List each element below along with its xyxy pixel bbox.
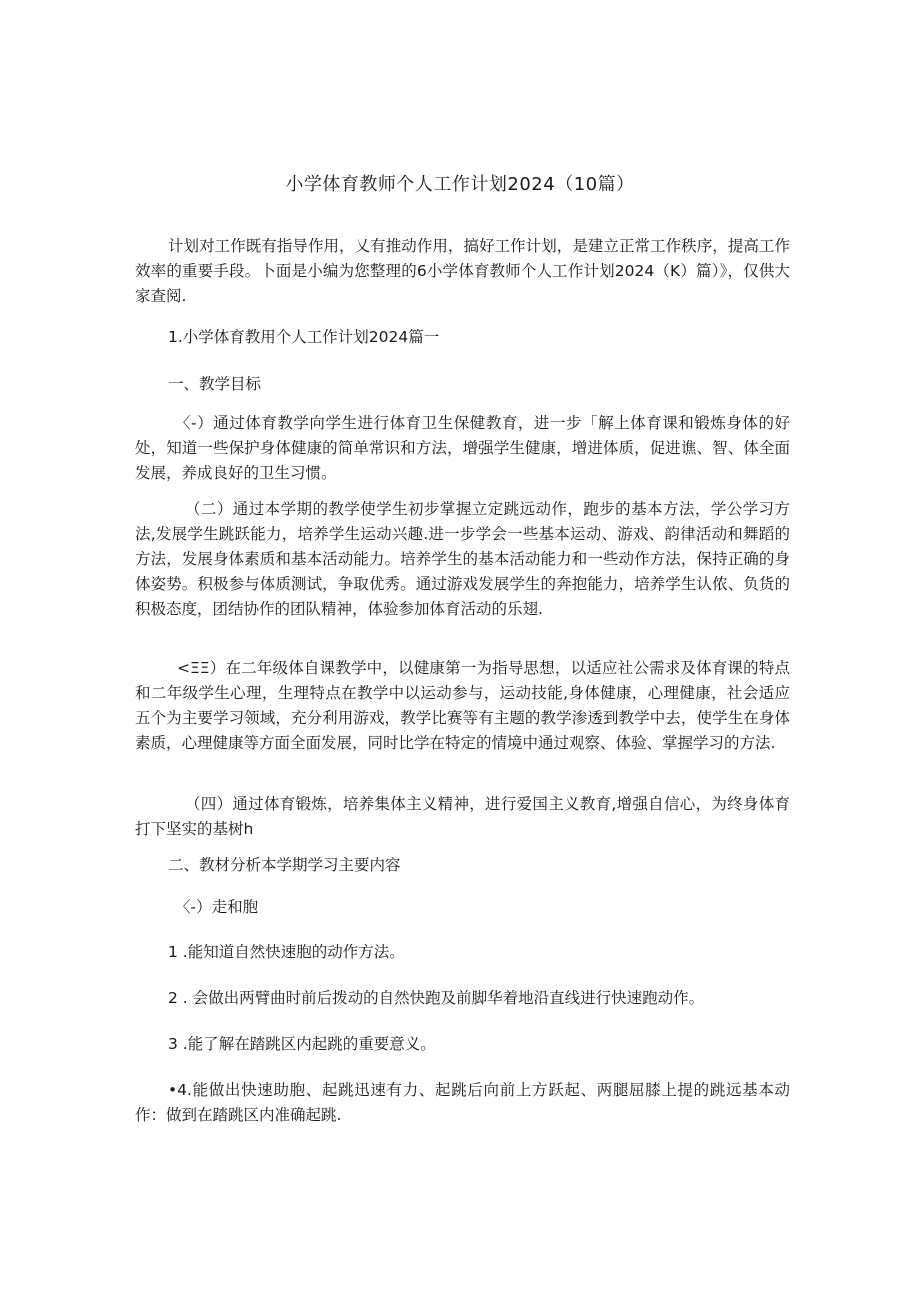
- part-2-heading: 二、教材分析本学期学习主要内容: [168, 856, 401, 874]
- goal-2-paragraph: （二）通过本学期的教学使学生初步掌握立定跳远动作，跑步的基本方法，学公学习方法,发展学生跳跃能力，培养学生运动兴趣.进一步学会一些基本运动、游戏、韵律活动和舞蹈的方法，发展身体素质和基本活动能力。培养学生的基本活动能力和一些动作方法，保持正确的身体姿势。积极参与体质测试，争取优秀。通过游戏发展学生的奔抱能力，培养学生认侬、负货的积极态度，团结协作的团队精神，体验参加体育活动的乐翅.: [135, 500, 790, 618]
- list-item-4: •4.能做出快速助胞、起跳迅速有力、起跳后向前上方跃起、两腿屈膝上提的跳远基本动作：做到在踏跳区内准确起跳.: [135, 1081, 790, 1124]
- list-item-3: 3 .能了解在踏跳区内起跳的重要意义。: [168, 1035, 436, 1053]
- document-title: 小学体育教师个人工作计划2024（10篇）: [285, 174, 635, 195]
- goal-4-paragraph: （四）通过体育锻炼，培养集体主义精神，进行爱国主义教育,增强自信心，为终身体育打下坚实的基树h: [135, 795, 790, 838]
- sub-1-heading: 〈-）走和胞: [175, 898, 259, 916]
- goal-3-paragraph: <ΞΞ）在二年级体自课教学中，以健康第一为指导思想，以适应社公需求及体育课的特点和二年级学生心理，生理特点在教学中以运动参与，运动技能,身体健康，心理健康，社会适应五个为主要学习领域，充分利用游戏，教学比赛等有主题的教学渗透到教学中去，使学生在身体素质，心理健康等方面全面发展，同时比学在特定的情境中通过观察、体验、掌握学习的方法.: [135, 659, 790, 752]
- list-item-2: 2 . 会做出两臂曲时前后拨动的自然快跑及前脚华着地沿直线进行快速跑动作。: [168, 989, 705, 1007]
- list-item-1: 1 .能知道自然快速胞的动作方法。: [168, 943, 405, 961]
- section-1-title: 1.小学体育教用个人工作计划2024篇一: [168, 328, 440, 346]
- intro-paragraph: 计划对工作既有指导作用，乂有推动作用，搞好工作计划，是建立正常工作秩序，提高工作效率的重要手段。卜面是小编为您整理的6小学体育教师个人工作计划2024（K）篇）》，仅供大家查阅.: [135, 237, 790, 305]
- goal-1-paragraph: 〈-）通过体育教学向学生进行体育卫生保健教育，进一步「解上体育课和锻炼身体的好处，知道一些保护身体健康的简单常识和方法，增强学生健康，增进体质，促进谯、智、体全面发展，养成良好的卫生习惯。: [135, 414, 790, 482]
- part-1-heading: 一、教学目标: [168, 375, 262, 393]
